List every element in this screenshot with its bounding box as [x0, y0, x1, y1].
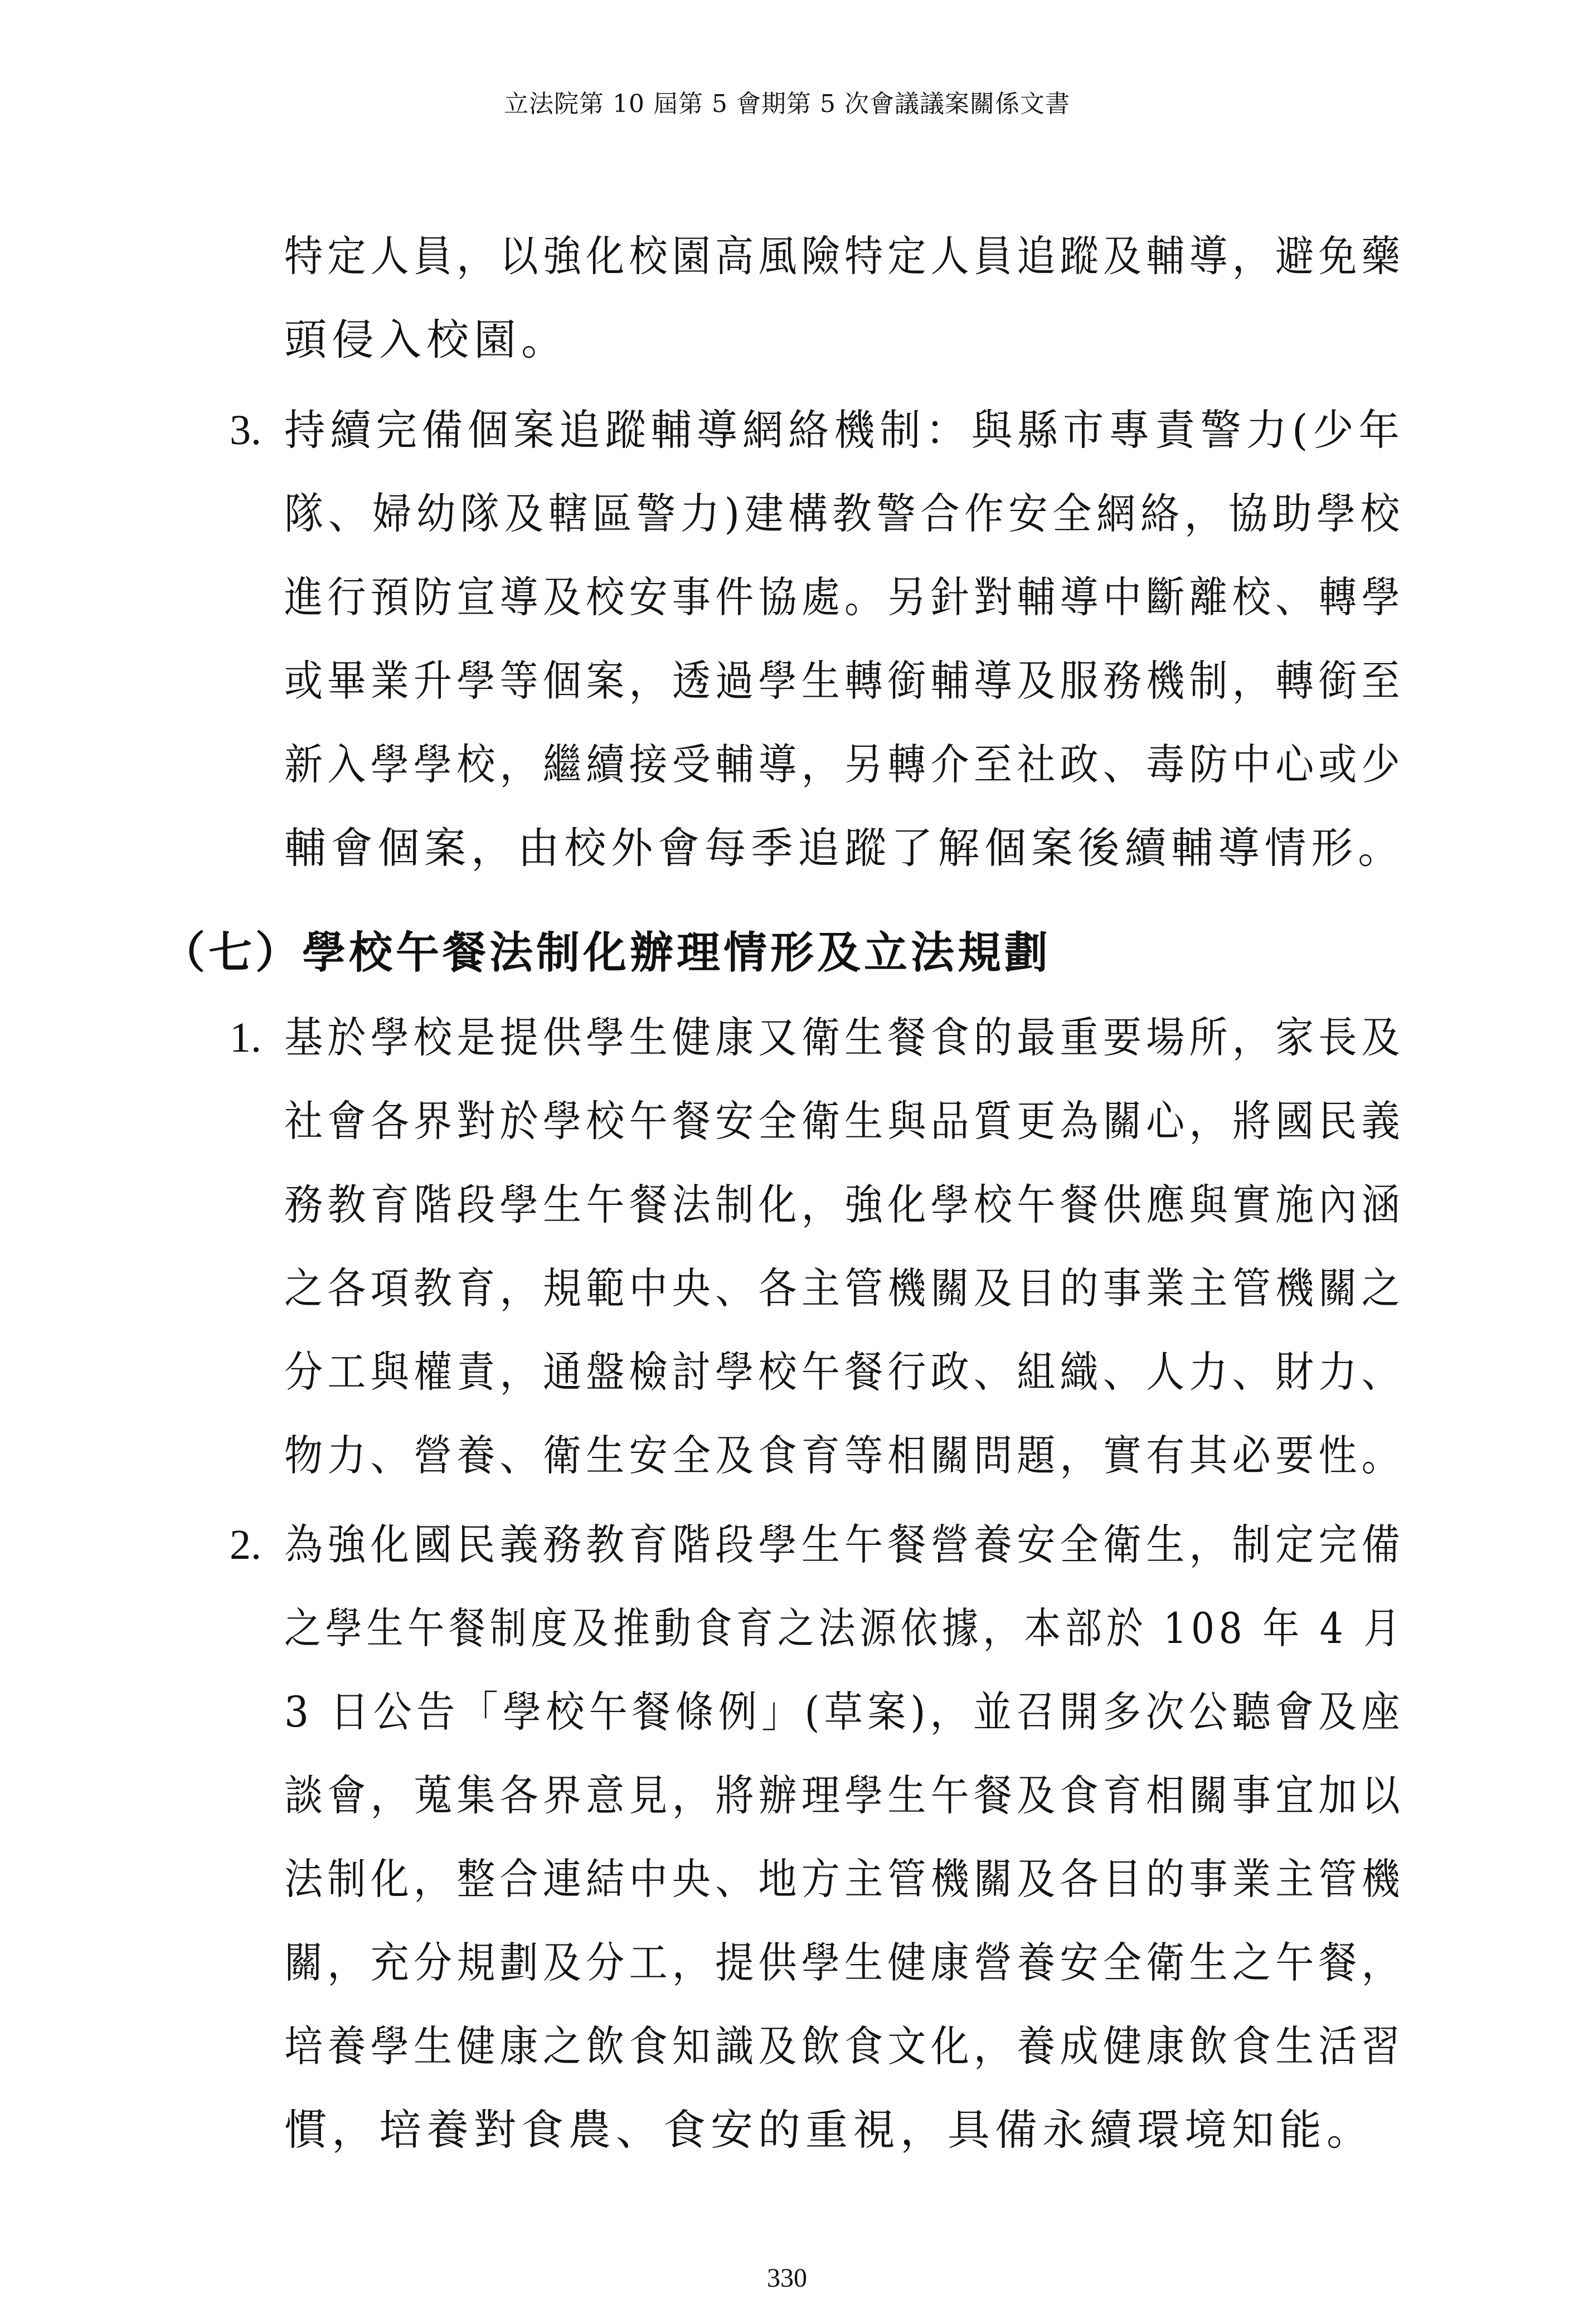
paragraph-line: 談會，蒐集各界意見，將辦理學生午餐及食育相關事宜加以 — [284, 1771, 1405, 1820]
list-number: 1. — [230, 1014, 261, 1061]
list-number: 3. — [230, 407, 261, 454]
paragraph-line: 頭侵入校園。 — [284, 315, 569, 364]
paragraph-line: 之學生午餐制度及推動食育之法源依據，本部於 108 年 4 月 — [284, 1603, 1405, 1653]
paragraph-line: 持續完備個案追蹤輔導網絡機制：與縣市專責警力(少年 — [284, 405, 1405, 455]
paragraph-line: 培養學生健康之飲食知識及飲食文化，養成健康飲食生活習 — [284, 2021, 1405, 2071]
paragraph-line: 分工與權責，通盤檢討學校午餐行政、組織、人力、財力、 — [284, 1347, 1405, 1397]
paragraph-line: 物力、營養、衛生安全及食育等相關問題，實有其必要性。 — [284, 1431, 1405, 1480]
paragraph-line: 進行預防宣導及校安事件協處。另針對輔導中斷離校、轉學 — [284, 572, 1405, 622]
section-heading: （七）學校午餐法制化辦理情形及立法規劃 — [162, 928, 1052, 978]
paragraph-line: 特定人員，以強化校園高風險特定人員追蹤及輔導，避免藥 — [284, 231, 1405, 281]
paragraph-line: 基於學校是提供學生健康又衛生餐食的最重要場所，家長及 — [284, 1013, 1405, 1062]
paragraph-line: 新入學學校，繼續接受輔導，另轉介至社政、毒防中心或少 — [284, 740, 1405, 789]
paragraph-line: 務教育階段學生午餐法制化，強化學校午餐供應與實施內涵 — [284, 1180, 1405, 1229]
paragraph-line: 之各項教育，規範中央、各主管機關及目的事業主管機關之 — [284, 1263, 1405, 1313]
paragraph-line: 社會各界對於學校午餐安全衛生與品質更為關心，將國民義 — [284, 1096, 1405, 1146]
paragraph-line: 隊、婦幼隊及轄區警力)建構教警合作安全網絡，協助學校 — [284, 489, 1405, 538]
page-number: 330 — [767, 2263, 807, 2293]
paragraph-line: 為強化國民義務教育階段學生午餐營養安全衛生，制定完備 — [284, 1520, 1405, 1569]
paragraph-line: 關，充分規劃及分工，提供學生健康營養安全衛生之午餐， — [284, 1938, 1405, 1987]
list-number: 2. — [230, 1521, 261, 1568]
paragraph-line: 慣，培養對食農、食安的重視，具備永續環境知能。 — [284, 2105, 1374, 2155]
paragraph-line: 3 日公告「學校午餐條例」(草案)，並召開多次公聽會及座 — [284, 1687, 1405, 1737]
paragraph-line: 輔會個案，由校外會每季追蹤了解個案後續輔導情形。 — [284, 823, 1405, 873]
paragraph-line: 法制化，整合連結中央、地方主管機關及各目的事業主管機 — [284, 1854, 1405, 1904]
paragraph-line: 或畢業升學等個案，透過學生轉銜輔導及服務機制，轉銜至 — [284, 656, 1405, 706]
page-header: 立法院第 10 屆第 5 會期第 5 次會議議案關係文書 — [504, 90, 1070, 118]
